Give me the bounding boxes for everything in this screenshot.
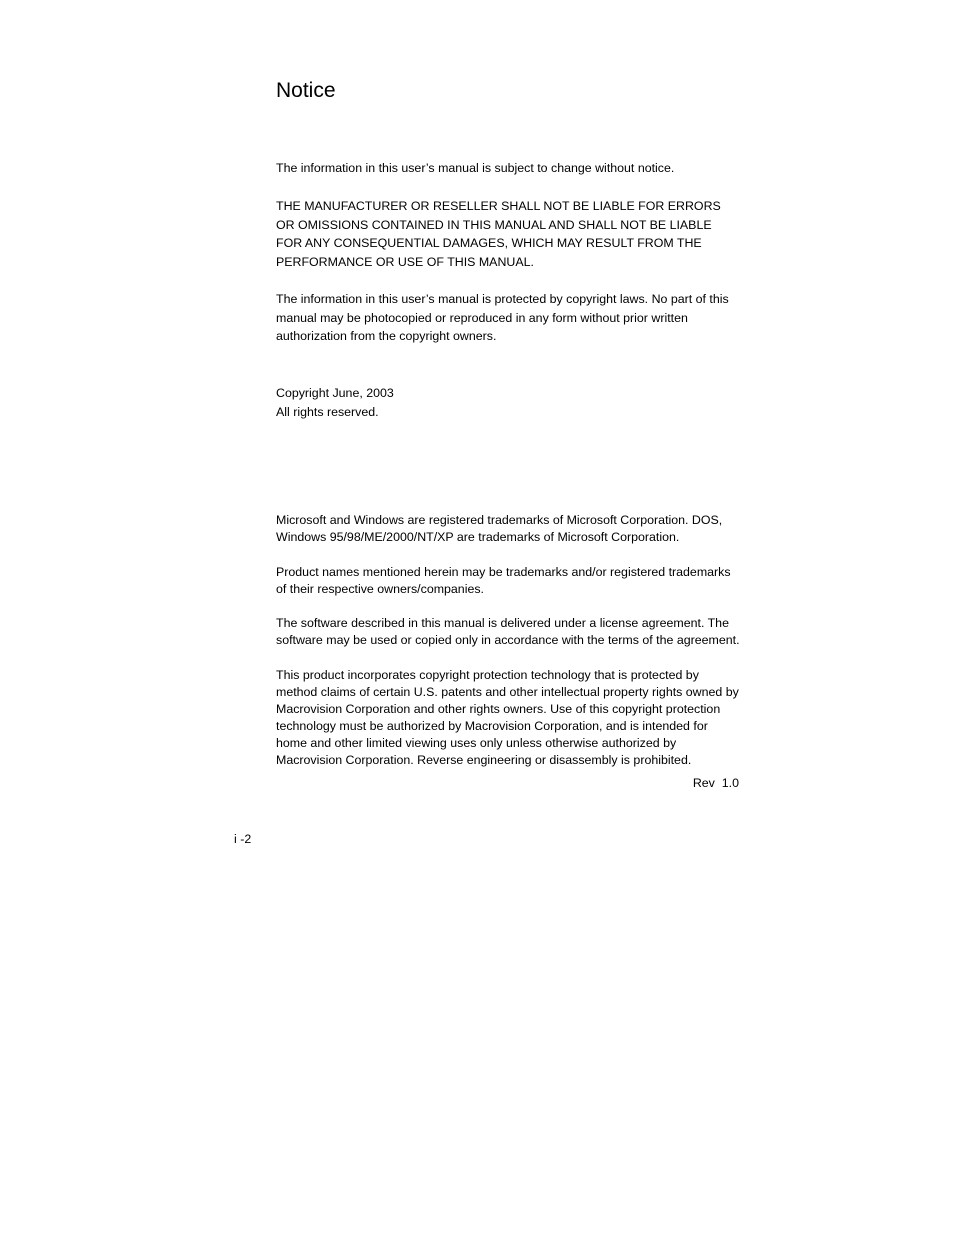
text-line: PERFORMANCE OR USE OF THIS MANUAL. [276,255,534,270]
text-line: Product names mentioned herein may be trademarks and/or registered trademarks [276,565,731,579]
text-line: This product incorporates copyright protection technology that is protected by [276,668,699,682]
product-trademarks-paragraph [276,564,751,598]
page-title: Notice [276,79,336,102]
text-line: Macrovision Corporation. Reverse engineering or disassembly is prohibited. [276,753,692,768]
page-number: i -2 [234,832,252,846]
text-line: THE MANUFACTURER OR RESELLER SHALL NOT BE LIABLE FOR ERRORS [276,199,721,213]
text-line: authorization from the copyright owners. [276,329,497,344]
text-line: OR OMISSIONS CONTAINED IN THIS MANUAL AND SHALL NOT BE LIABLE [276,217,712,232]
change-notice-paragraph [276,159,751,178]
text-line: The software described in this manual is delivered under a license agreement. The [276,616,729,630]
text-line: technology must be authorized by Macrovision Corporation, and is intended for [276,719,708,734]
text-line: The information in this user’s manual is subject to change without notice. [276,161,675,175]
text-line: Macrovision Corporation and other rights owners. Use of this copyright protection [276,702,721,717]
copyright-date-paragraph [276,384,751,421]
macrovision-paragraph [276,667,751,770]
text-line: Microsoft and Windows are registered trademarks of Microsoft Corporation. DOS, [276,513,723,527]
text-line: All rights reserved. [276,404,379,419]
text-line: FOR ANY CONSEQUENTIAL DAMAGES, WHICH MAY RESULT FROM THE [276,236,702,251]
text-line: home and other limited viewing uses only unless otherwise authorized by [276,736,677,751]
text-line: The information in this user’s manual is protected by copyright laws. No part of this [276,292,729,306]
revision-label: Rev 1.0 [692,776,739,790]
copyright-laws-paragraph [276,290,751,346]
liability-paragraph [276,197,751,272]
text-line: of their respective owners/companies. [276,582,484,597]
text-line: method claims of certain U.S. patents and other intellectual property rights owned by [276,685,739,700]
text-line: Copyright June, 2003 [276,386,394,400]
text-line: manual may be photocopied or reproduced in any form without prior written [276,310,688,325]
microsoft-trademarks-paragraph [276,512,751,546]
text-line: Windows 95/98/ME/2000/NT/XP are trademarks of Microsoft Corporation. [276,530,680,545]
license-paragraph [276,615,751,649]
text-line: software may be used or copied only in accordance with the terms of the agreement. [276,633,740,648]
